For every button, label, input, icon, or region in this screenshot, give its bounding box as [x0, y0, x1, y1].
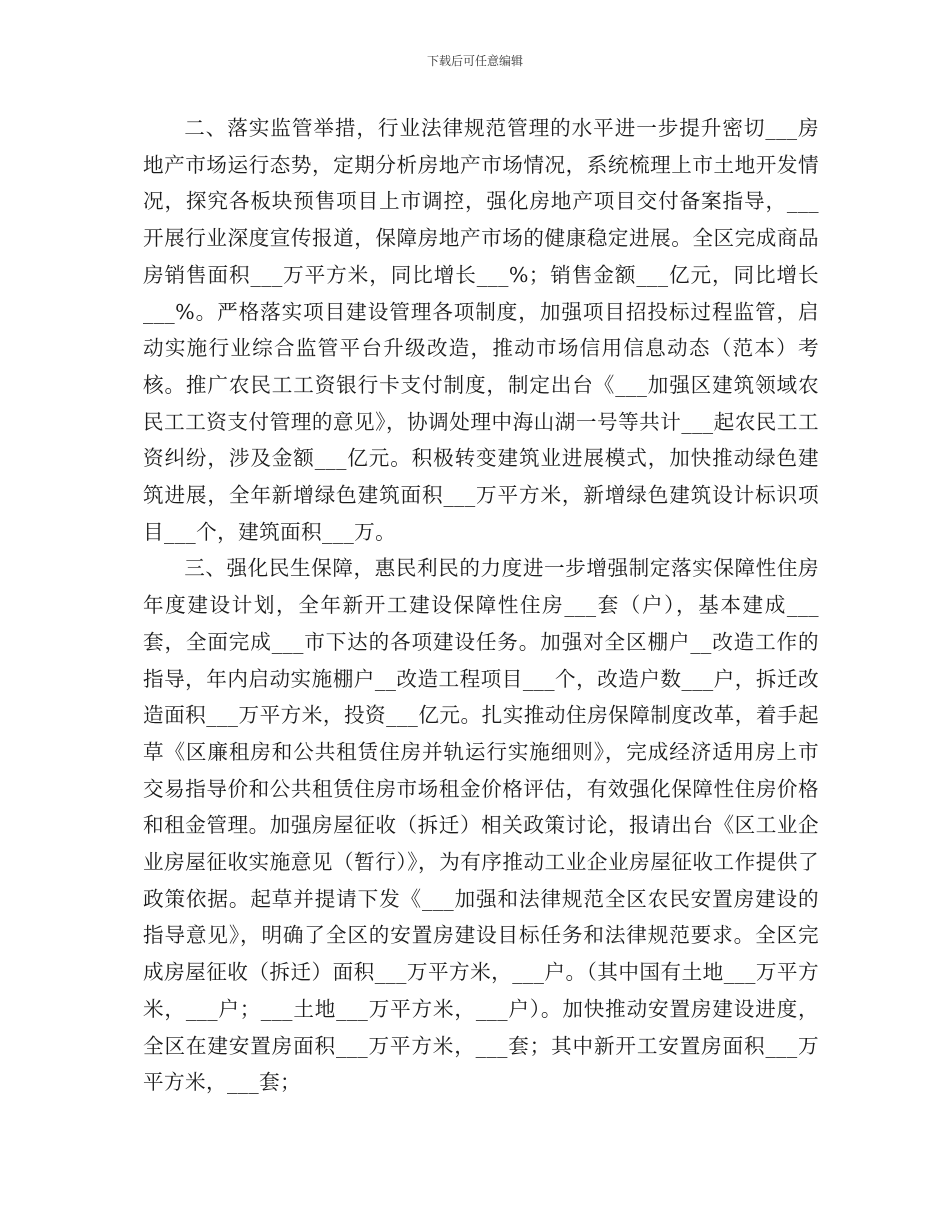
paragraph-supervision: 二、落实监管举措，行业法律规范管理的水平进一步提升密切___房地产市场运行态势，定期分析房地产市场情况，系统梳理上市土地开发情况，探究各板块预售项目上市调控，强化房地产项目交付备案指导，___开展行业深度宣传报道，保障房地产市场的健康稳定进展。全区完成商品房销售面积___万平方米，同比增长___%；销售金额___亿元，同比增长___%。严格落实项目建设管理各项制度，加强项目招投标过程监管，启动实施行业综合监管平台升级改造，推动市场信用信息动态（范本）考核。推广农民工工资银行卡支付制度，制定出台《___加强区建筑领域农民工工资支付管理的意见》，协调处理中海山湖一号等共计___起农民工工资纠纷，涉及金额___亿元。积极转变建筑业进展模式，加快推动绿色建筑进展，全年新增绿色建筑面积___万平方米，新增绿色建筑设计标识项目___个，建筑面积___万。 — [143, 116, 819, 544]
page-header: 下载后可任意编辑 — [426, 54, 523, 68]
paragraph-livelihood: 三、强化民生保障，惠民利民的力度进一步增强制定落实保障性住房年度建设计划，全年新开工建设保障性住房___套（户），基本建成___套，全面完成___市下达的各项建设任务。加强对全区棚户__改造工作的指导，年内启动实施棚户__改造工程项目___个，改造户数___户，拆迁改造面积___万平方米，投资___亿元。扎实推动住房保障制度改革，着手起草《区廉租房和公共租赁住房并轨运行实施细则》，完成经济适用房上市交易指导价和公共租赁住房市场租金价格评估，有效强化保障性住房价格和租金管理。加强房屋征收（拆迁）相关政策讨论，报请出台《区工业企业房屋征收实施意见（暂行）》，为有序推动工业企业房屋征收工作提供了政策依据。起草并提请下发《___加强和法律规范全区农民安置房建设的指导意见》，明确了全区的安置房建设目标任务和法律规范要求。全区完成房屋征收（拆迁）面积___万平方米，___户。（其中国有土地___万平方米，___户；___土地___万平方米，___户）。加快推动安置房建设进度，全区在建安置房面积___万平方米，___套；其中新开工安置房面积___万平方米，___套； — [143, 556, 819, 1095]
document-body — [143, 110, 819, 1101]
